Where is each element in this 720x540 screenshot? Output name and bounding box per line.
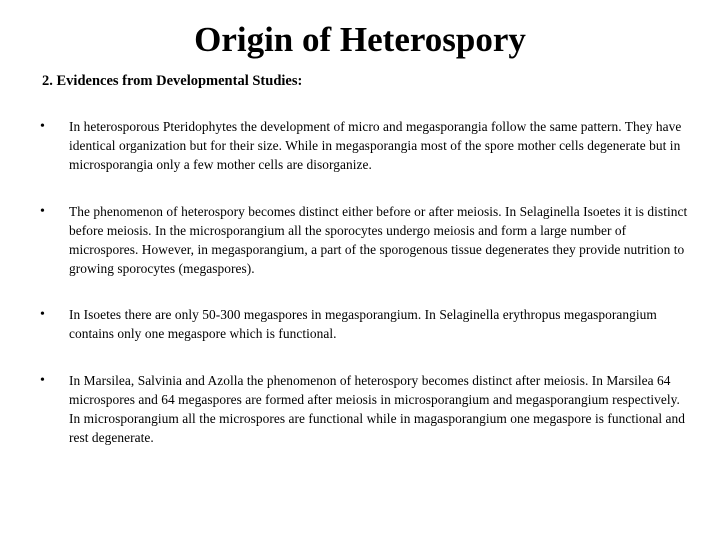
bullet-text: In Isoetes there are only 50-300 megaspores in megasporangium. In Selaginella erythropus megasporangium contains only one megaspore which is functional. xyxy=(69,307,657,341)
bullet-text: In heterosporous Pteridophytes the development of micro and megasporangia follow the same pattern. They have identical organization but for their size. While in megasporangia most of the spore mother cells degenerate but in microsporangia only a few mother cells are disorganize. xyxy=(69,119,682,172)
bullet-text: In Marsilea, Salvinia and Azolla the phenomenon of heterospory becomes distinct after meiosis. In Marsilea 64 microspores and 64 megaspores are formed after meiosis in microsporangium and megasporangium respectively. In microsporangium all the microspores are functional while in magasporangium one megaspore is functional and rest degenerate. xyxy=(69,373,686,445)
slide-subtitle: 2. Evidences from Developmental Studies: xyxy=(42,73,303,89)
slide-title: Origin of Heterospory xyxy=(194,20,526,59)
bullet-icon: • xyxy=(40,307,45,322)
bullet-text: The phenomenon of heterospory becomes distinct either before or after meiosis. In Selaginella Isoetes it is distinct before meiosis. In the microsporangium all the sporocytes undergo meiosis and form a large number of microspores. However, in megasporangium, a part of the sporogenous tissue degenerates they provide nutrition to growing sporocytes (megaspores). xyxy=(69,204,688,276)
bullet-icon: • xyxy=(40,373,45,388)
bullet-icon: • xyxy=(40,204,45,219)
bullet-icon: • xyxy=(40,119,45,134)
